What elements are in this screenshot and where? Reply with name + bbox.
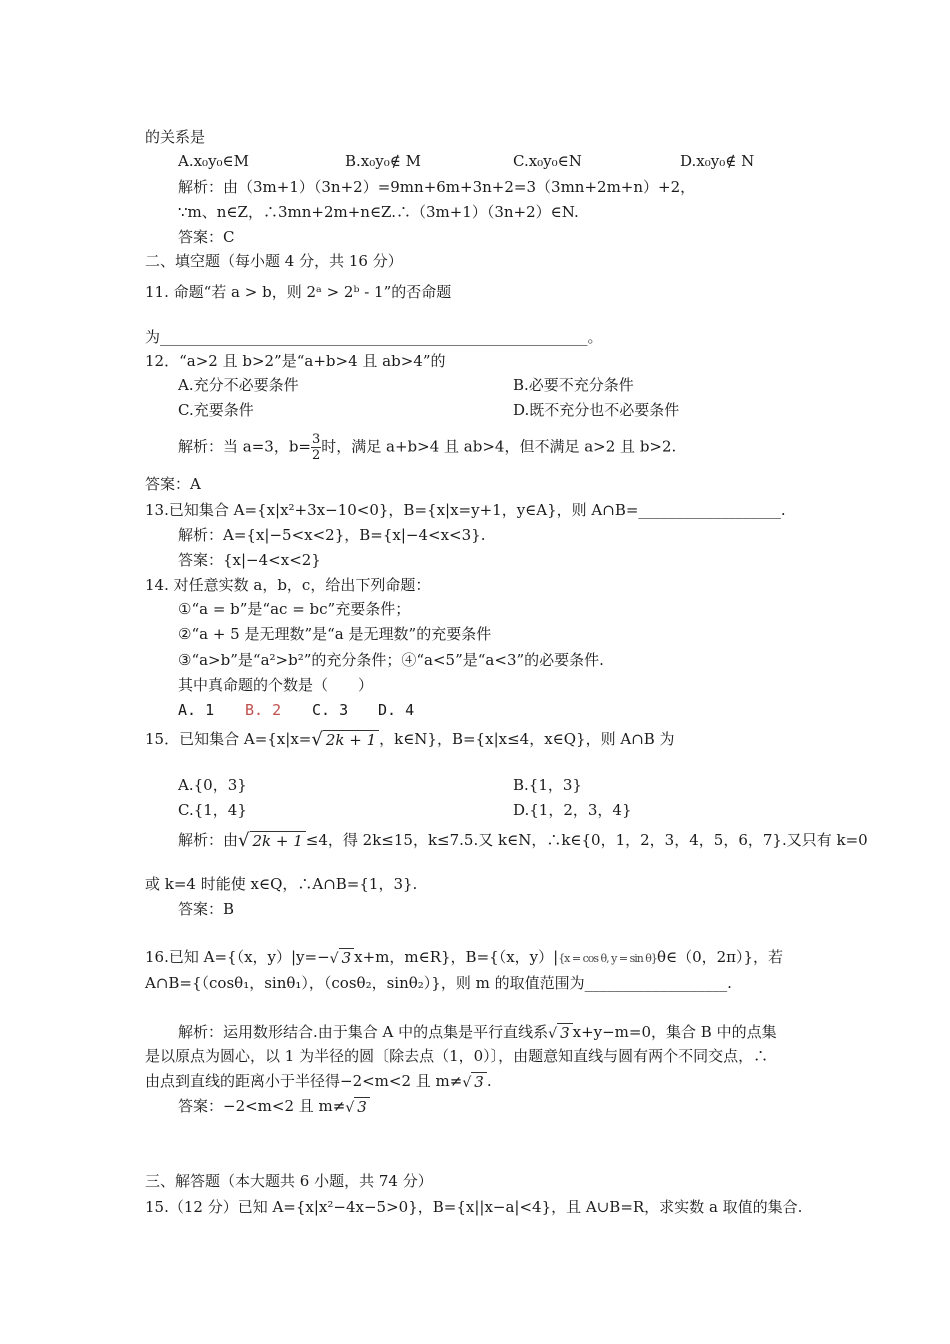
radicand: 3 bbox=[557, 1023, 573, 1042]
option-d: D.x₀y₀∉ N bbox=[680, 152, 755, 170]
solution-text: 解析：运用数形结合.由于集合 A 中的点集是平行直线系 bbox=[178, 1023, 549, 1041]
question-16-cont: A∩B={（cosθ₁，sinθ₁），（cosθ₂，sinθ₂）}，则 m 的取值范围为___________________. bbox=[145, 974, 732, 992]
solution-text: 时，满足 a+b>4 且 ab>4，但不满足 a>2 且 b>2. bbox=[321, 437, 677, 456]
option-a: A. 1 bbox=[178, 701, 215, 719]
question-11-blank: 为_________________________________________________________。 bbox=[145, 328, 603, 346]
radical bbox=[238, 827, 306, 855]
solution-line: 是以原点为圆心，以 1 为半径的圆〔除去点（1，0）〕，由题意知直线与圆有两个不同交点，∴ bbox=[145, 1047, 769, 1065]
option-d: D. 4 bbox=[378, 701, 415, 719]
answer-line: 答案：A bbox=[145, 475, 201, 493]
radical bbox=[548, 1023, 572, 1044]
proposition-1: ①“a = b”是“ac = bc”充要条件； bbox=[178, 600, 411, 618]
option-c: C.{1，4} bbox=[178, 801, 247, 819]
option-c: C.x₀y₀∈N bbox=[513, 152, 582, 170]
solution-text: ≤4，得 2k≤15，k≤7.5.又 k∈N，∴k∈{0，1，2，3，4，5，6，7}.又只有 k=0 bbox=[305, 831, 868, 849]
answer-line: 答案：B bbox=[178, 900, 235, 918]
option-c: C. 3 bbox=[312, 701, 349, 719]
section-heading: 三、解答题（本大题共 6 小题，共 74 分） bbox=[145, 1172, 433, 1190]
answer-line: 答案：{x|−4<x<2} bbox=[178, 551, 321, 569]
option-b: B.x₀y₀∉ M bbox=[345, 152, 421, 170]
question-11: 11. 命题“若 a > b，则 2ᵃ > 2ᵇ - 1”的否命题 bbox=[145, 283, 452, 301]
text-line: 的关系是 bbox=[145, 128, 206, 146]
question-17: 15.（12 分）已知 A={x|x²−4x−5>0}，B={x||x−a|<4}，且 A∪B=R，求实数 a 取值的集合. bbox=[145, 1198, 803, 1216]
sqrt-sign: √ bbox=[238, 830, 250, 851]
section-heading: 二、填空题（每小题 4 分，共 16 分） bbox=[145, 252, 403, 270]
question-text: θ∈（0，2π）}，若 bbox=[656, 948, 784, 966]
solution-line: ∵m、n∈Z，∴3mn+2m+n∈Z.∴（3m+1）（3n+2）∈N. bbox=[178, 203, 579, 221]
radical bbox=[311, 727, 379, 753]
numerator: 3 bbox=[312, 432, 321, 447]
fraction bbox=[311, 432, 321, 463]
solution-text: 解析：由 bbox=[178, 831, 239, 849]
radicand: 3 bbox=[339, 948, 355, 967]
option-a: A.x₀y₀∈M bbox=[178, 152, 250, 170]
answer-line bbox=[178, 1096, 370, 1118]
question-text: 15．已知集合 A={x|x= bbox=[145, 730, 312, 748]
solution-text: x+y−m=0，集合 B 中的点集 bbox=[572, 1023, 777, 1041]
solution-line bbox=[178, 1022, 777, 1044]
option-a: A.{0，3} bbox=[178, 776, 247, 794]
radicand: 3 bbox=[471, 1072, 487, 1091]
question-text: 16.已知 A={（x，y）|y=− bbox=[145, 948, 330, 966]
denominator: 2 bbox=[312, 448, 321, 463]
proposition-2: ②“a + 5 是无理数”是“a 是无理数”的充要条件 bbox=[178, 625, 492, 643]
solution-line: 或 k=4 时能使 x∈Q，∴A∩B={1，3}. bbox=[145, 875, 418, 893]
option-a: A.充分不必要条件 bbox=[178, 376, 299, 394]
option-d: D.既不充分也不必要条件 bbox=[513, 401, 680, 419]
question-12: 12．“a>2 且 b>2”是“a+b>4 且 ab>4”的 bbox=[145, 352, 446, 370]
question-prompt: 其中真命题的个数是（ ） bbox=[178, 676, 374, 694]
solution-line bbox=[145, 1071, 492, 1093]
question-text: ，k∈N}，B={x|x≤4，x∈Q}，则 A∩B 为 bbox=[379, 730, 675, 748]
sqrt-sign: √ bbox=[311, 729, 323, 750]
radical bbox=[345, 1097, 369, 1118]
solution-line: 解析：A={x|−5<x<2}，B={x|−4<x<3}. bbox=[178, 526, 486, 544]
equation-system: {x = cos θ, y = sin θ} bbox=[558, 952, 657, 965]
sqrt-sign: √ bbox=[345, 1099, 355, 1116]
sqrt-sign: √ bbox=[548, 1025, 558, 1042]
option-c: C.充要条件 bbox=[178, 401, 254, 419]
answer-line: 答案：C bbox=[178, 228, 235, 246]
radicand: 2k + 1 bbox=[250, 831, 306, 850]
radicand: 2k + 1 bbox=[323, 730, 379, 749]
option-b: B.{1，3} bbox=[513, 776, 582, 794]
solution-line bbox=[178, 432, 676, 463]
question-15 bbox=[145, 726, 675, 753]
sqrt-sign: √ bbox=[329, 950, 339, 967]
sqrt-sign: √ bbox=[462, 1074, 472, 1091]
solution-text: 解析：当 a=3，b= bbox=[178, 437, 311, 456]
solution-text: 由点到直线的距离小于半径得−2<m<2 且 m≠ bbox=[145, 1072, 463, 1090]
question-13: 13.已知集合 A={x|x²+3x−10<0}，B={x|x=y+1，y∈A}，则 A∩B=___________________. bbox=[145, 501, 786, 519]
solution-line bbox=[178, 826, 868, 855]
question-text: x+m，m∈R}，B={（x，y）| bbox=[354, 948, 559, 966]
option-b: B.必要不充分条件 bbox=[513, 376, 634, 394]
radical bbox=[462, 1072, 486, 1093]
option-b: B. 2 bbox=[245, 701, 282, 719]
solution-line: 解析：由（3m+1）（3n+2）=9mn+6m+3n+2=3（3mn+2m+n）+2， bbox=[178, 178, 696, 196]
question-14: 14. 对任意实数 a，b，c，给出下列命题： bbox=[145, 576, 431, 594]
radical bbox=[330, 948, 354, 969]
proposition-3-4: ③“a>b”是“a²>b²”的充分条件；④“a<5”是“a<3”的必要条件. bbox=[178, 651, 604, 669]
answer-text: 答案：−2<m<2 且 m≠ bbox=[178, 1097, 346, 1115]
radicand: 3 bbox=[354, 1097, 370, 1116]
option-d: D.{1，2，3，4} bbox=[513, 801, 632, 819]
solution-text: . bbox=[486, 1072, 492, 1090]
question-16 bbox=[145, 947, 783, 969]
